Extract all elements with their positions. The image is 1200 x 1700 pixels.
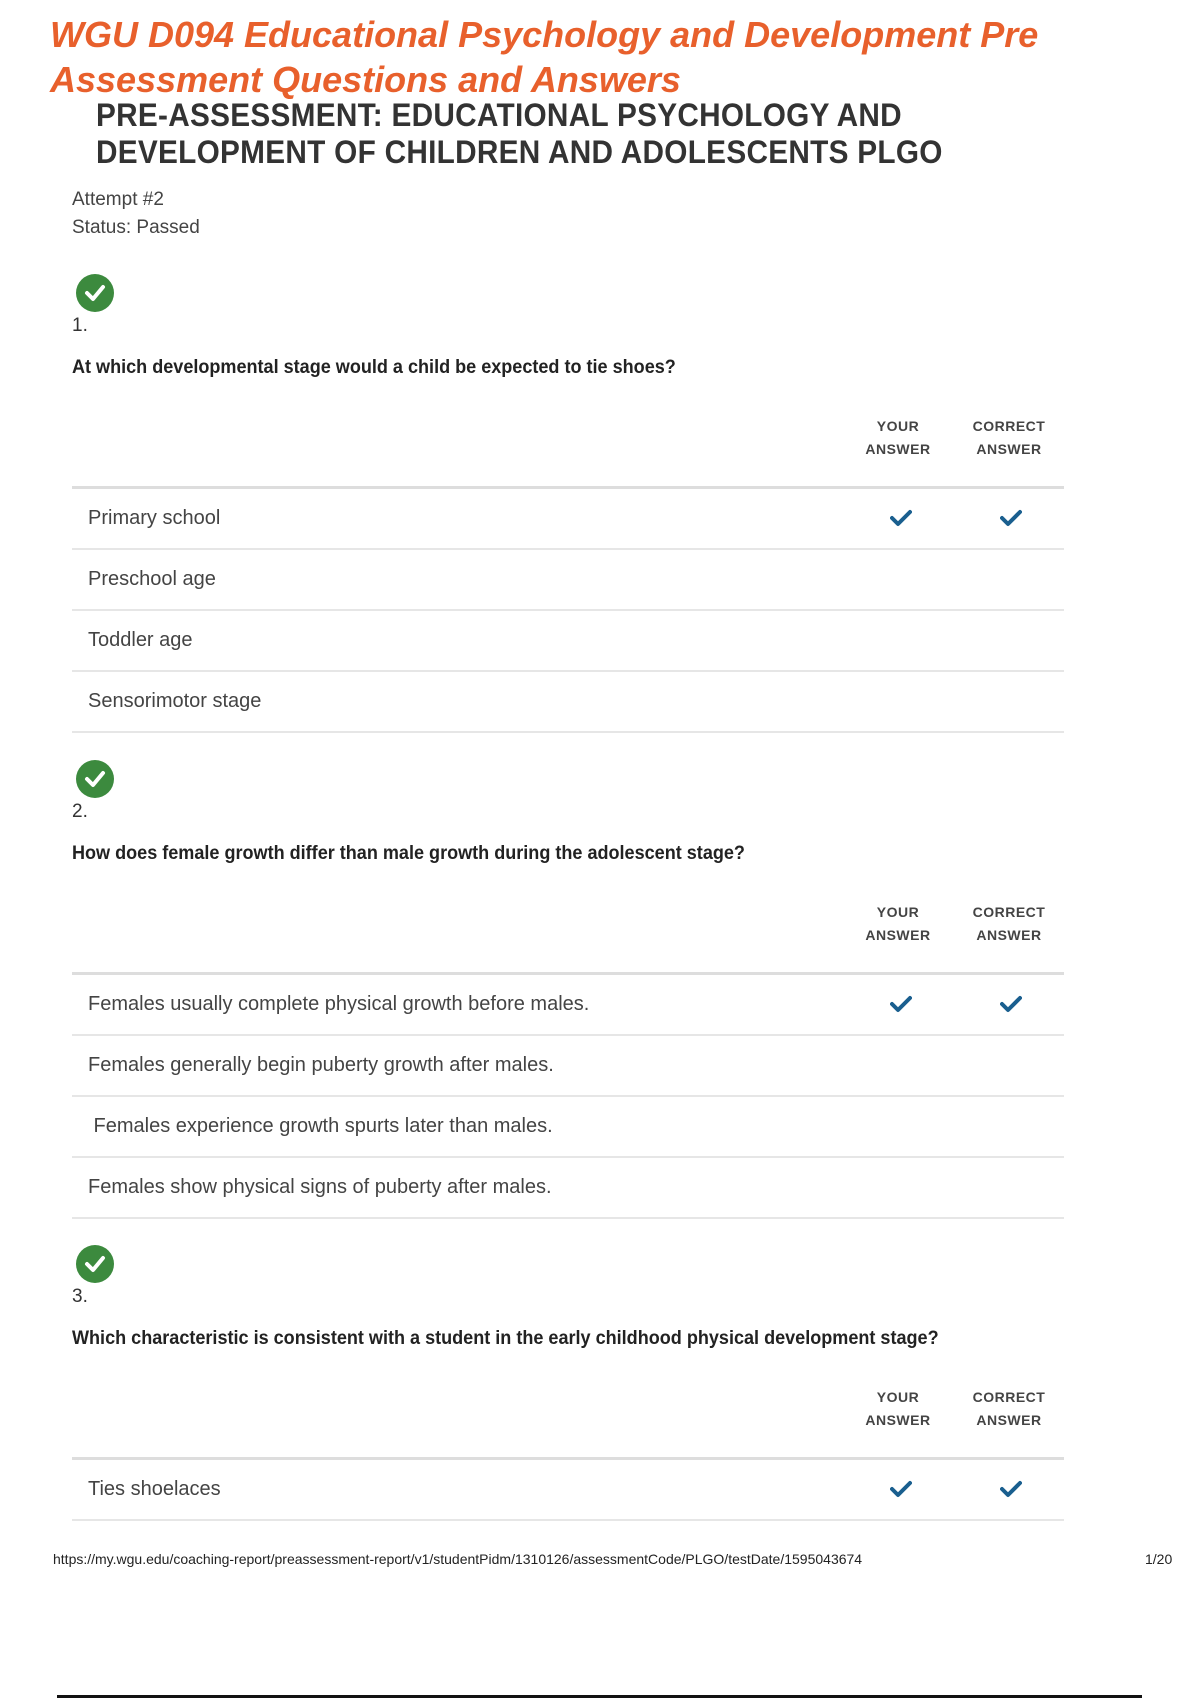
correct-answer-check-icon: [1000, 995, 1022, 1013]
header-line: CORRECT: [972, 904, 1046, 920]
correct-answer-header: [964, 901, 1054, 947]
question-number: 1.: [72, 315, 88, 336]
attempt-info: [72, 186, 200, 242]
answer-option-row: [72, 489, 1064, 550]
header-line: ANSWER: [976, 1412, 1042, 1428]
correct-answer-check-icon: [1000, 509, 1022, 527]
correct-answer-header: [964, 1386, 1054, 1432]
answer-option-row: [72, 1036, 1064, 1097]
answer-table: [72, 486, 1064, 733]
question-text: How does female growth differ than male growth during the adolescent stage?: [72, 843, 745, 864]
check-circle-icon: [76, 274, 114, 312]
question-number: 3.: [72, 1286, 88, 1307]
option-label: Females usually complete physical growth before males.: [88, 993, 590, 1015]
header-line: ANSWER: [976, 927, 1042, 943]
header-line: YOUR: [876, 904, 920, 920]
page-number: 1/20: [1145, 1551, 1173, 1567]
attempt-number: Attempt #2: [72, 189, 164, 210]
check-circle-icon: [76, 760, 114, 798]
answer-option-row: [72, 1158, 1064, 1219]
your-answer-header: [853, 901, 943, 947]
attempt-status: Status: Passed: [72, 217, 200, 238]
answer-option-row: [72, 672, 1064, 733]
your-answer-check-icon: [890, 1480, 912, 1498]
answer-option-row: [72, 1097, 1064, 1158]
correct-answer-check-icon: [1000, 1480, 1022, 1498]
header-line: CORRECT: [972, 418, 1046, 434]
option-label: Females experience growth spurts later than males.: [88, 1115, 553, 1137]
question-text: Which characteristic is consistent with a student in the early childhood physical development stage?: [72, 1328, 939, 1349]
answer-table: [72, 1457, 1064, 1521]
document-title: WGU D094 Educational Psychology and Development Pre Assessment Questions and Answers: [50, 14, 1039, 100]
check-circle-icon: [76, 1245, 114, 1283]
header-line: YOUR: [876, 1389, 920, 1405]
option-label: Toddler age: [88, 629, 193, 651]
header-line: ANSWER: [865, 441, 931, 457]
option-label: Preschool age: [88, 568, 216, 590]
answer-table: [72, 972, 1064, 1219]
your-answer-header: [853, 1386, 943, 1432]
header-line: CORRECT: [972, 1389, 1046, 1405]
option-label: Females show physical signs of puberty after males.: [88, 1176, 552, 1198]
header-line: ANSWER: [976, 441, 1042, 457]
answer-option-row: [72, 975, 1064, 1036]
option-label: Females generally begin puberty growth after males.: [88, 1054, 554, 1076]
header-line: YOUR: [876, 418, 920, 434]
option-label: Ties shoelaces: [88, 1478, 221, 1500]
question-number: 2.: [72, 801, 88, 822]
question-text: At which developmental stage would a child be expected to tie shoes?: [72, 357, 676, 378]
option-label: Primary school: [88, 507, 221, 529]
answer-option-row: [72, 550, 1064, 611]
your-answer-check-icon: [890, 995, 912, 1013]
assessment-subtitle: PRE-ASSESSMENT: EDUCATIONAL PSYCHOLOGY AND DEVELOPMENT OF CHILDREN AND ADOLESCENTS PLGO: [96, 97, 943, 170]
correct-answer-header: [964, 415, 1054, 461]
header-line: ANSWER: [865, 1412, 931, 1428]
your-answer-header: [853, 415, 943, 461]
answer-option-row: [72, 1460, 1064, 1521]
divider: [57, 1695, 1142, 1698]
option-label: Sensorimotor stage: [88, 690, 262, 712]
answer-option-row: [72, 611, 1064, 672]
header-line: ANSWER: [865, 927, 931, 943]
footer-url: https://my.wgu.edu/coaching-report/preassessment-report/v1/studentPidm/1310126/assessmentCode/PLGO/testDate/1595043674: [53, 1551, 863, 1567]
your-answer-check-icon: [890, 509, 912, 527]
